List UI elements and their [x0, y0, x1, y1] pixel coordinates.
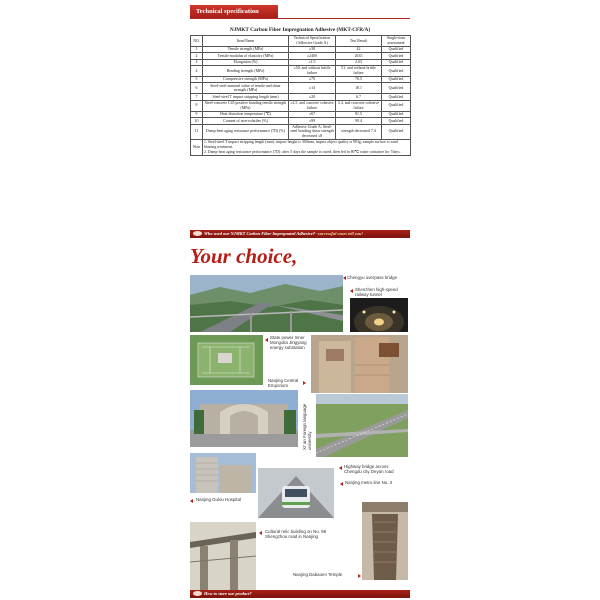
gulou-hospital-photo: [190, 453, 256, 493]
cell-item: Tensile modulus of elasticity (MPa): [203, 53, 289, 59]
cell-item: Compressive strength (MPa): [203, 77, 289, 83]
metro-image: [258, 468, 334, 518]
caption-relic-building: Cultural relic building on No. 98 Shengzhou road in Nanjing: [265, 529, 327, 539]
cell-result: 99.4: [336, 118, 382, 124]
cell-spec: ≥50, and without brittle failure: [289, 66, 336, 77]
cell-spec: ≥67: [289, 111, 336, 117]
caption-metro: Nanjing metro line No. 3: [345, 480, 393, 485]
table-row: [191, 100, 411, 111]
cell-assessment: Qualified: [382, 77, 411, 83]
caption-chengyu-bridge: Chengyu overpass bridge: [347, 275, 398, 280]
highway-bridge-photo: [316, 394, 408, 457]
cell-no: 8: [191, 100, 203, 111]
header-result: Test Result: [336, 36, 382, 47]
note-cell: [203, 140, 411, 156]
emporium-photo: [311, 335, 408, 393]
who-used-subtitle: --successful cases tell you!: [314, 231, 364, 236]
relic-building-image: [190, 522, 256, 590]
spec-header-row: [191, 36, 411, 47]
brand-logo-icon: [193, 591, 202, 596]
caption-arrow-icon: [339, 466, 342, 470]
university-photo: [190, 390, 298, 447]
who-used-title: Who used our NJMKT Carbon Fiber Impregnated Adhesive?: [204, 231, 315, 236]
caption-arrow-icon: [265, 338, 268, 342]
note-row: [191, 140, 411, 156]
headline-line-1: Your choice,: [190, 244, 298, 268]
caption-substation: State power Inner Mongolia Jingyang energy substation: [270, 335, 307, 350]
caption-arrow-icon: [358, 574, 361, 578]
cell-item: Elongation (%): [203, 59, 289, 65]
spec-divider: [190, 18, 410, 19]
header-item: Item/Name: [203, 36, 289, 47]
cell-spec: ≥2.5, and concrete cohesive failure: [290, 101, 334, 110]
cell-result: 2635: [336, 53, 382, 59]
header-no: NO.: [191, 36, 203, 47]
cell-result: 18.1: [336, 83, 382, 94]
cell-result: 42: [336, 46, 382, 52]
cell-item: Heat distortion temperature (℃): [203, 111, 289, 117]
cell-assessment: Qualified: [382, 66, 411, 77]
cell-spec: ≥14: [289, 83, 336, 94]
university-image: [190, 390, 298, 447]
caption-shenzhen-tunnel: Shenzhen high-speed railway tunnel: [355, 287, 398, 297]
note-label: Note: [191, 140, 203, 156]
caption-dabaoen-temple: Nanjing Dabaoen Temple: [293, 572, 343, 577]
metro-photo: [258, 468, 334, 518]
cell-no: 10: [191, 118, 203, 124]
cell-assessment: Qualified: [382, 111, 411, 117]
relic-building-photo: [190, 522, 256, 590]
caption-emporium: Nanjing Central Emporium: [268, 378, 299, 388]
caption-arrow-icon: [350, 289, 353, 293]
storage-title: How to store our product?: [204, 591, 252, 596]
cell-no: 7: [191, 94, 203, 100]
cell-assessment: Qualified: [382, 94, 411, 100]
cell-result: strength decreased 7.4: [336, 124, 382, 140]
brand-logo-icon: [193, 231, 202, 236]
note-1: 1. Steel-steel T impact stripping length (mm): impact height is 300mm, impact object quality is 903g, sample surface is sand blasting treatment.: [204, 140, 398, 150]
caption-arrow-icon: [259, 531, 262, 535]
cell-item: Damp-heat aging resistance performance (7D) (%): [203, 124, 289, 140]
cell-no: 3: [191, 59, 203, 65]
cell-result: 51, and without brittle failure: [336, 66, 382, 77]
cell-no: 6: [191, 83, 203, 94]
cell-spec: ≤20: [289, 94, 336, 100]
caption-arrow-icon: [190, 499, 193, 503]
caption-gulou-hospital: Nanjing Gulou Hospital: [196, 497, 241, 502]
cell-assessment: Qualified: [382, 53, 411, 59]
shenzhen-tunnel-image: [350, 298, 408, 332]
dabaoen-temple-photo: [362, 502, 408, 580]
dabaoen-temple-image: [362, 502, 408, 580]
cell-spec: ≥99: [289, 118, 336, 124]
cell-no: 9: [191, 111, 203, 117]
spec-section-tab: Technical specification: [190, 5, 278, 19]
cell-assessment: Qualified: [382, 46, 411, 52]
note-2: 2. Damp-heat aging resistance performance (7D): after 5 days the sample is cured, then fed in 80℃ water container for 7days.: [204, 149, 401, 154]
cell-spec: ≥2400: [289, 53, 336, 59]
cell-item: Content of non-volatiles (%): [203, 118, 289, 124]
cell-item: Bending strength (MPa): [203, 66, 289, 77]
storage-banner: [190, 590, 410, 598]
cell-assessment: Qualified: [382, 59, 411, 65]
cell-no: 11: [191, 124, 203, 140]
cell-result: 3.4, and concrete cohesive failure: [336, 100, 382, 111]
cell-no: 2: [191, 53, 203, 59]
cell-assessment: Qualified: [382, 83, 411, 94]
cell-result: 76.5: [336, 77, 382, 83]
highway-bridge-image: [316, 394, 408, 457]
cell-spec: ≥1.5: [289, 59, 336, 65]
caption-arrow-icon: [340, 482, 343, 486]
cell-item: Steel-concrete C45 positive bonding tensile strength (MPa): [203, 100, 289, 111]
cell-result: 81.5: [336, 111, 382, 117]
spec-title: NJMKT Carbon Fiber Impregnation Adhesive (MKT-CFR/A): [229, 27, 371, 33]
who-used-banner: [190, 230, 410, 238]
cell-spec: ≥38: [289, 46, 336, 52]
emporium-image: [311, 335, 408, 393]
gulou-hospital-image: [190, 453, 256, 493]
substation-image: [190, 335, 263, 385]
cell-no: 5: [191, 77, 203, 83]
cell-spec: Adhesive Grade A: Steel-steel bonding shear strength decreased ≤8: [290, 124, 334, 139]
cell-no: 4: [191, 66, 203, 77]
caption-highway-bridge: Highway bridge across Chengdu city Deyan road: [344, 464, 394, 474]
cell-spec: ≥70: [289, 77, 336, 83]
cell-result: 2.03: [336, 59, 382, 65]
cell-assessment: Qualified: [382, 118, 411, 124]
header-spec: Technical Specification (Adhesive Grade A): [289, 36, 336, 47]
substation-photo: [190, 335, 263, 385]
cell-assessment: Qualified: [382, 100, 411, 111]
cell-item: Steel-steel nominal value of tensile and shear strength (MPa): [203, 83, 289, 94]
caption-arrow-icon: [343, 276, 346, 280]
cell-result: 6.7: [336, 94, 382, 100]
cell-item: Steel-steel T impact stripping length (mm): [203, 94, 289, 100]
chengyu-bridge-image: [190, 275, 343, 332]
shenzhen-tunnel-photo: [350, 298, 408, 332]
table-row: [191, 66, 411, 77]
header-assessment: Single-item assessment: [382, 36, 411, 47]
chengyu-bridge-photo: [190, 275, 343, 332]
spec-table: [190, 35, 411, 156]
cell-assessment: Qualified: [382, 124, 411, 140]
table-row: [191, 83, 411, 94]
cell-no: 1: [191, 46, 203, 52]
caption-university: Xi' an Foreign language university: [302, 403, 312, 450]
table-row: [191, 124, 411, 140]
cell-item: Tensile strength (MPa): [203, 46, 289, 52]
